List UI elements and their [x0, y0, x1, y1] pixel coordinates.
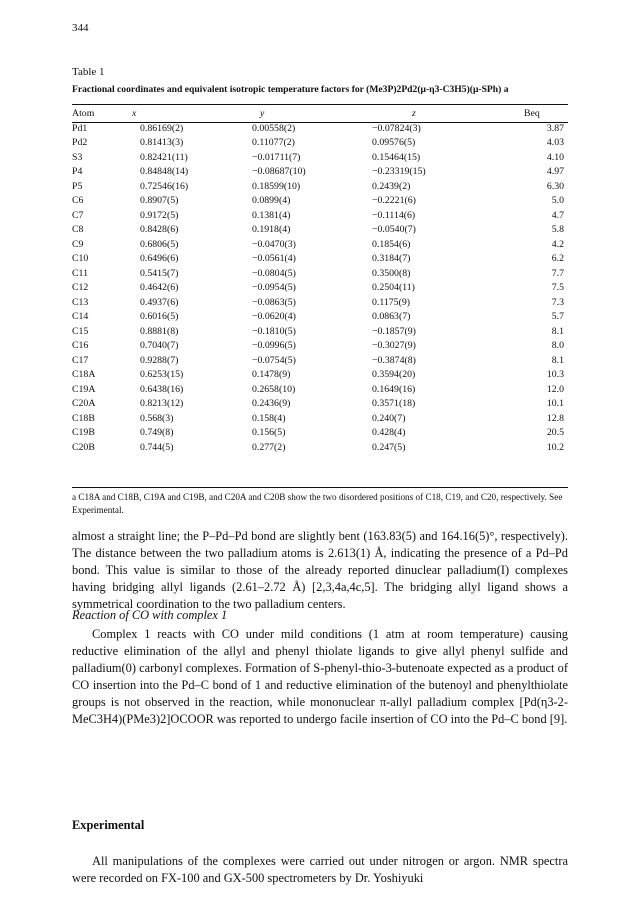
- x-cell: 0.6496(6): [140, 253, 179, 265]
- atom-cell: P5: [72, 180, 83, 192]
- y-cell: −0.08687(10): [252, 166, 306, 178]
- x-cell: 0.4937(6): [140, 296, 179, 308]
- beq-cell: 4.97: [546, 166, 564, 178]
- table-row: [72, 440, 568, 455]
- x-cell: 0.7040(7): [140, 340, 179, 352]
- z-cell: 0.3594(20): [372, 369, 416, 381]
- z-cell: 0.1175(9): [372, 296, 411, 308]
- beq-cell: 10.2: [546, 441, 564, 453]
- y-cell: 0.2436(9): [252, 398, 291, 410]
- y-cell: −0.01711(7): [252, 151, 301, 163]
- table-row: [72, 237, 568, 252]
- beq-cell: 6.2: [551, 253, 564, 265]
- table-row: [72, 165, 568, 180]
- y-cell: −0.0470(3): [252, 238, 296, 250]
- x-cell: 0.81413(3): [140, 137, 184, 149]
- y-cell: 0.00558(2): [252, 122, 296, 134]
- beq-cell: 4.2: [551, 238, 564, 250]
- atom-cell: C19A: [72, 383, 96, 395]
- x-cell: 0.8881(8): [140, 325, 179, 337]
- beq-cell: 5.0: [551, 195, 564, 207]
- y-cell: −0.0754(5): [252, 354, 296, 366]
- atom-cell: Pd1: [72, 122, 88, 134]
- atom-cell: C19B: [72, 427, 95, 439]
- atom-cell: C18A: [72, 369, 96, 381]
- column-header-atom: Atom: [72, 108, 95, 119]
- x-cell: 0.72546(16): [140, 180, 189, 192]
- y-cell: 0.156(5): [252, 427, 286, 439]
- table-row: [72, 397, 568, 412]
- body-paragraph: All manipulations of the complexes were carried out under nitrogen or argon. NMR spectra were recorded on FX-100 and GX-500 spectrometers by Dr. Yoshiyuki: [72, 854, 568, 885]
- z-cell: −0.3027(9): [372, 340, 416, 352]
- atom-cell: C6: [72, 195, 84, 207]
- x-cell: 0.568(3): [140, 412, 174, 424]
- atom-cell: C12: [72, 282, 89, 294]
- y-cell: 0.18599(10): [252, 180, 301, 192]
- x-cell: 0.8907(5): [140, 195, 179, 207]
- z-cell: −0.23319(15): [372, 166, 426, 178]
- y-cell: 0.0899(4): [252, 195, 291, 207]
- y-cell: 0.11077(2): [252, 137, 295, 149]
- atom-cell: P4: [72, 166, 83, 178]
- z-cell: 0.3184(7): [372, 253, 411, 265]
- beq-cell: 10.3: [546, 369, 564, 381]
- table-bottom-rule: [72, 487, 568, 488]
- z-cell: 0.15464(15): [372, 151, 421, 163]
- z-cell: 0.1649(16): [372, 383, 416, 395]
- x-cell: 0.749(8): [140, 427, 174, 439]
- z-cell: 0.09576(5): [372, 137, 416, 149]
- x-cell: 0.82421(11): [140, 151, 188, 163]
- x-cell: 0.6806(5): [140, 238, 179, 250]
- table-row: [72, 121, 568, 136]
- atom-cell: C7: [72, 209, 84, 221]
- beq-cell: 4.03: [546, 137, 564, 149]
- table-header-row: [72, 106, 568, 121]
- z-cell: 0.247(5): [372, 441, 406, 453]
- atom-cell: C20B: [72, 441, 95, 453]
- table-row: [72, 179, 568, 194]
- y-cell: 0.1478(9): [252, 369, 291, 381]
- y-cell: −0.0620(4): [252, 311, 296, 323]
- beq-cell: 7.3: [551, 296, 564, 308]
- beq-cell: 12.8: [546, 412, 564, 424]
- x-cell: 0.8428(6): [140, 224, 179, 236]
- section-heading-experimental: Experimental: [72, 818, 145, 832]
- table-row: [72, 368, 568, 383]
- body-paragraph: Complex 1 reacts with CO under mild conditions (1 atm at room temperature) causing reductive elimination of the allyl and phenyl thiolate ligands to give allyl phenyl sulfide and palladium(0) carbonyl complexes. Formation of S-phenyl-thio-3-butenoate expected as a product of CO insertion into the Pd–C bond of 1 and reductive elimination of the butenoyl and phenylthiolate groups is not observed in the reaction, while mononuclear π-allyl palladium complex [Pd(η3-2-MeC3H4)(PMe3)2]OCOOR was reported to undergo facile insertion of CO into the Pd–C bond [9].: [72, 627, 568, 726]
- y-cell: 0.1381(4): [252, 209, 291, 221]
- beq-cell: 5.8: [551, 224, 564, 236]
- atom-cell: C13: [72, 296, 89, 308]
- page-number: 344: [72, 22, 89, 34]
- z-cell: 0.240(7): [372, 412, 406, 424]
- atom-cell: C17: [72, 354, 89, 366]
- atom-cell: C9: [72, 238, 84, 250]
- column-header-x: x: [132, 108, 137, 119]
- z-cell: −0.2221(6): [372, 195, 416, 207]
- table-row: [72, 252, 568, 267]
- table-row: [72, 223, 568, 238]
- atom-cell: C20A: [72, 398, 96, 410]
- z-cell: 0.2504(11): [372, 282, 415, 294]
- x-cell: 0.84848(14): [140, 166, 189, 178]
- table-label: Table 1: [72, 66, 105, 78]
- y-cell: 0.277(2): [252, 441, 286, 453]
- x-cell: 0.8213(12): [140, 398, 184, 410]
- table-row: [72, 281, 568, 296]
- table-row: [72, 353, 568, 368]
- y-cell: 0.2658(10): [252, 383, 296, 395]
- table-row: [72, 411, 568, 426]
- z-cell: 0.3571(18): [372, 398, 416, 410]
- beq-cell: 3.87: [546, 122, 564, 134]
- z-cell: −0.1857(9): [372, 325, 416, 337]
- x-cell: 0.6016(5): [140, 311, 179, 323]
- beq-cell: 4.10: [546, 151, 564, 163]
- beq-cell: 4.7: [551, 209, 564, 221]
- section-heading-reaction: Reaction of CO with complex 1: [72, 608, 228, 622]
- beq-cell: 10.1: [546, 398, 564, 410]
- y-cell: −0.0804(5): [252, 267, 296, 279]
- x-cell: 0.9172(5): [140, 209, 179, 221]
- x-cell: 0.4642(6): [140, 282, 179, 294]
- column-header-z: z: [412, 108, 416, 119]
- y-cell: −0.1810(5): [252, 325, 296, 337]
- column-header-y: y: [260, 108, 265, 119]
- table-row: [72, 382, 568, 397]
- y-cell: −0.0863(5): [252, 296, 296, 308]
- atom-cell: C18B: [72, 412, 95, 424]
- table-body: [72, 121, 568, 455]
- z-cell: −0.3874(8): [372, 354, 416, 366]
- beq-cell: 8.0: [551, 340, 564, 352]
- beq-cell: 20.5: [546, 427, 564, 439]
- y-cell: −0.0561(4): [252, 253, 296, 265]
- table-row: [72, 339, 568, 354]
- atom-cell: C15: [72, 325, 89, 337]
- x-cell: 0.9288(7): [140, 354, 179, 366]
- column-header-beq: Beq: [524, 108, 540, 119]
- beq-cell: 6.30: [546, 180, 564, 192]
- atom-cell: C10: [72, 253, 89, 265]
- beq-cell: 8.1: [551, 354, 564, 366]
- x-cell: 0.86169(2): [140, 122, 184, 134]
- z-cell: 0.2439(2): [372, 180, 411, 192]
- atom-cell: Pd2: [72, 137, 88, 149]
- atom-cell: C16: [72, 340, 89, 352]
- coordinates-table: [72, 106, 568, 455]
- x-cell: 0.744(5): [140, 441, 174, 453]
- z-cell: 0.3500(8): [372, 267, 411, 279]
- x-cell: 0.6253(15): [140, 369, 184, 381]
- beq-cell: 7.7: [551, 267, 564, 279]
- y-cell: −0.0954(5): [252, 282, 296, 294]
- body-paragraph: almost a straight line; the P–Pd–Pd bond are slightly bent (163.83(5) and 164.16(5)°, respectively). The distance between the two palladium atoms is 2.613(1) Å, indicating the presence of a Pd–Pd bond. This value is similar to those of the already reported dinuclear palladium(I) complexes having bridging allyl ligands (2.61–2.72 Å) [2,3,4a,4c,5]. The bridging allyl ligand shows a symmetrical coordination to the two palladium centers.: [72, 529, 568, 611]
- table-row: [72, 208, 568, 223]
- x-cell: 0.6438(16): [140, 383, 184, 395]
- y-cell: −0.0996(5): [252, 340, 296, 352]
- atom-cell: C11: [72, 267, 88, 279]
- atom-cell: C14: [72, 311, 89, 323]
- table-row: [72, 150, 568, 165]
- table-row: [72, 136, 568, 151]
- table-row: [72, 426, 568, 441]
- y-cell: 0.158(4): [252, 412, 286, 424]
- z-cell: 0.428(4): [372, 427, 406, 439]
- z-cell: 0.0863(7): [372, 311, 411, 323]
- table-row: [72, 324, 568, 339]
- beq-cell: 5.7: [551, 311, 564, 323]
- x-cell: 0.5415(7): [140, 267, 179, 279]
- y-cell: 0.1918(4): [252, 224, 291, 236]
- table-top-rule: [72, 104, 568, 105]
- table-row: [72, 194, 568, 209]
- table-row: [72, 295, 568, 310]
- beq-cell: 7.5: [551, 282, 564, 294]
- atom-cell: S3: [72, 151, 83, 163]
- table-footnote: a C18A and C18B, C19A and C19B, and C20A and C20B show the two disordered positions of C18, C19, and C20, respectively. See Experimental.: [72, 492, 563, 515]
- z-cell: −0.0540(7): [372, 224, 416, 236]
- table-title: Fractional coordinates and equivalent isotropic temperature factors for (Me3P)2Pd2(μ-η3-C3H5)(μ-SPh) a: [72, 84, 509, 95]
- z-cell: −0.07824(3): [372, 122, 421, 134]
- z-cell: −0.1114(6): [372, 209, 416, 221]
- table-row: [72, 266, 568, 281]
- beq-cell: 12.0: [546, 383, 564, 395]
- z-cell: 0.1854(6): [372, 238, 411, 250]
- table-row: [72, 310, 568, 325]
- atom-cell: C8: [72, 224, 84, 236]
- beq-cell: 8.1: [551, 325, 564, 337]
